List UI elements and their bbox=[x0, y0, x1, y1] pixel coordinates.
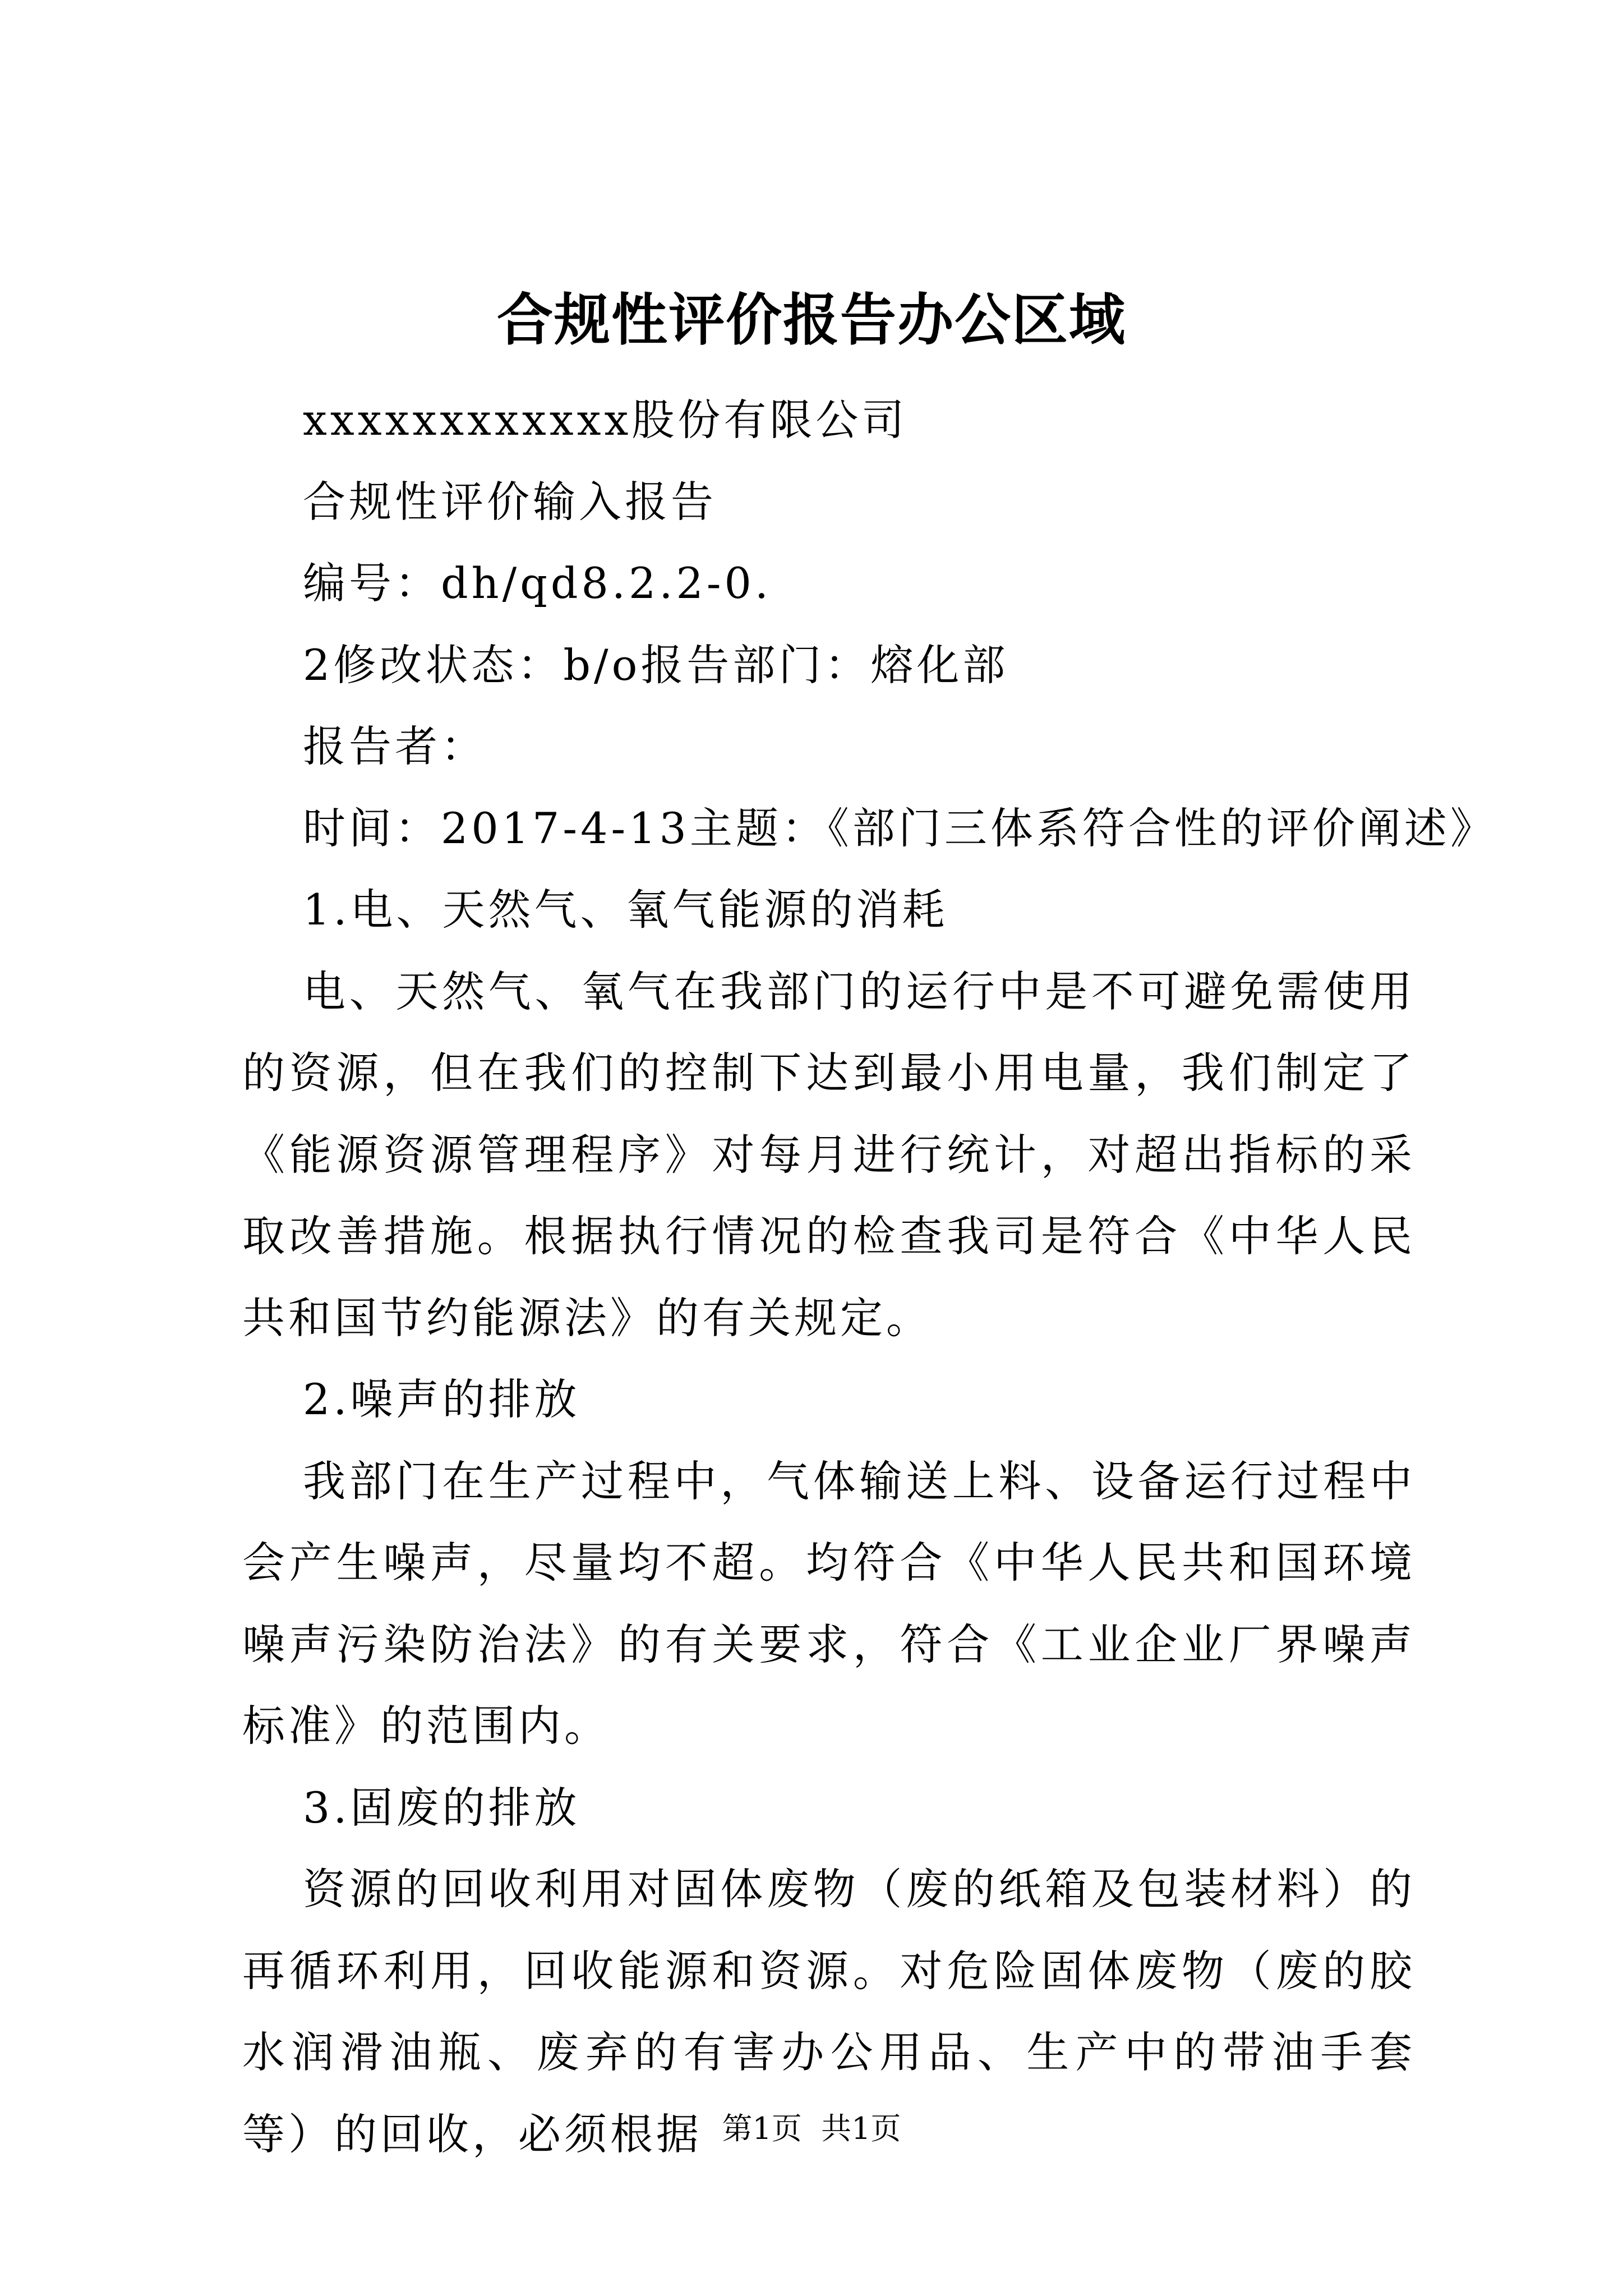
document-body bbox=[242, 379, 1496, 2175]
section-paragraph-energy: 电、天然气、氧气在我部门的运行中是不可避免需使用的资源，但在我们的控制下达到最小用电量，我们制定了《能源资源管理程序》对每月进行统计，对超出指标的采取改善措施。根据执行情况的检查我司是符合《中华人民共和国节约能源法》的有关规定。 bbox=[242, 966, 1415, 1343]
reporter: 报告者： bbox=[303, 721, 487, 771]
section-paragraph-solid-waste: 资源的回收利用对固体废物（废的纸箱及包装材料）的再循环利用，回收能源和资源。对危险固体废物（废的胶水润滑油瓶、废弃的有害办公用品、生产中的带油手套等）的回收，必须根据 bbox=[242, 1864, 1415, 2159]
revision-status: 2修改状态：b/o报告部门：熔化部 bbox=[303, 639, 1009, 690]
page-footer: 第1页 共1页 bbox=[722, 2111, 901, 2146]
section-heading-energy: 1.电、天然气、氧气能源的消耗 bbox=[303, 885, 948, 935]
document-number: 编号：dh/qd8.2.2-0. bbox=[303, 558, 772, 608]
section-paragraph-noise: 我部门在生产过程中，气体输送上料、设备运行过程中会产生噪声，尽量均不超。均符合《中华人民共和国环境噪声污染防治法》的有关要求，符合《工业企业厂界噪声标准》的范围内。 bbox=[242, 1456, 1415, 1751]
section-heading-solid-waste: 3.固废的排放 bbox=[303, 1782, 580, 1833]
section-heading-noise: 2.噪声的排放 bbox=[303, 1374, 580, 1424]
time-and-subject: 时间：2017-4-13主题：《部门三体系符合性的评价阐述》 bbox=[303, 803, 1496, 853]
report-name: 合规性评价输入报告 bbox=[303, 476, 717, 527]
company-name: xxxxxxxxxxxx股份有限公司 bbox=[303, 395, 908, 445]
document-title: 合规性评价报告办公区域 bbox=[497, 287, 1126, 353]
